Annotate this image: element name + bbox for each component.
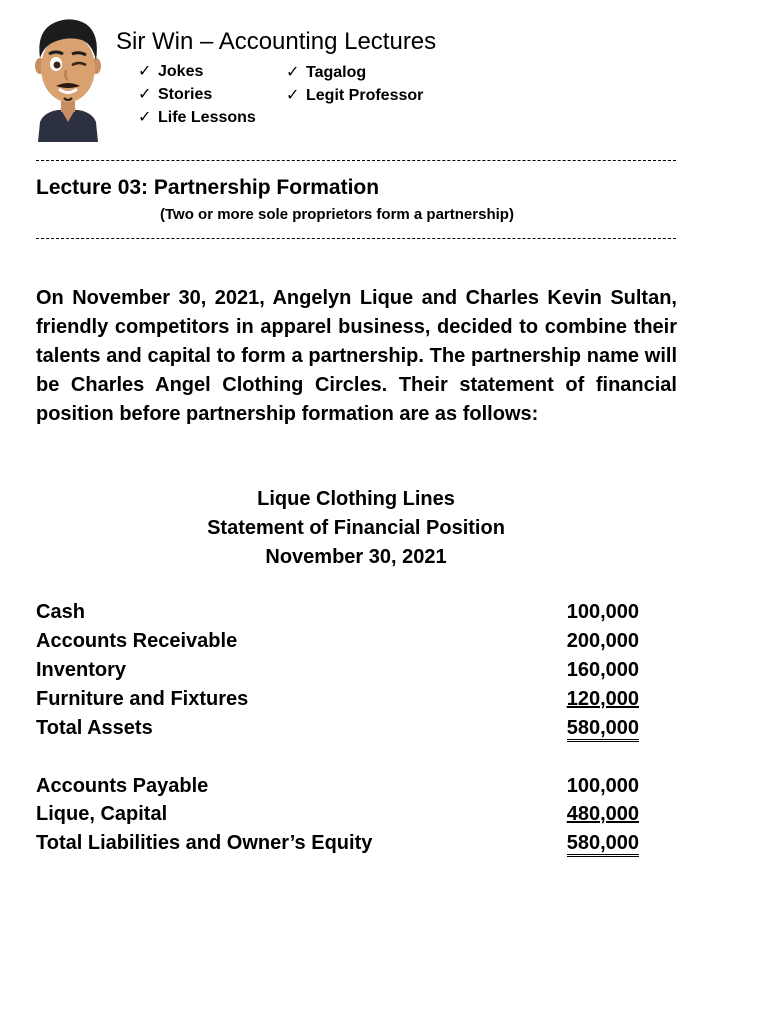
checkmark-icon: ✓ bbox=[286, 87, 300, 104]
row-amount: 100,000 bbox=[566, 775, 639, 797]
row-label: Furniture and Fixtures bbox=[36, 688, 249, 710]
statement-row bbox=[36, 601, 639, 630]
statement-row bbox=[36, 659, 639, 688]
row-label: Inventory bbox=[36, 659, 127, 681]
statement-date: November 30, 2021 bbox=[265, 546, 447, 568]
row-amount: 480,000 bbox=[566, 803, 639, 825]
divider bbox=[36, 238, 676, 239]
row-amount: 200,000 bbox=[566, 630, 639, 652]
header bbox=[34, 14, 684, 144]
problem-statement: On November 30, 2021, Angelyn Lique and Charles Kevin Sultan, friendly competitors in apparel business, decided to combine their talents and capital to form a partnership. The partnership name will be Charles Angel Clothing Circles. Their statement of financial position before partnership formation are as follows: bbox=[36, 287, 677, 425]
divider bbox=[36, 160, 676, 161]
statement-heading bbox=[36, 485, 676, 572]
feature-item: ✓ Tagalog bbox=[286, 61, 423, 84]
statement-row bbox=[36, 630, 639, 659]
feature-item: ✓ Jokes bbox=[138, 60, 256, 83]
statement-row bbox=[36, 775, 639, 804]
row-amount: 120,000 bbox=[566, 688, 639, 710]
lecture-title: Lecture 03: Partnership Formation bbox=[36, 176, 380, 199]
row-label: Total Liabilities and Owner’s Equity bbox=[36, 832, 373, 854]
feature-item: ✓ Stories bbox=[138, 83, 256, 106]
row-label: Accounts Payable bbox=[36, 775, 209, 797]
checkmark-icon: ✓ bbox=[138, 109, 152, 126]
total-amount: 580,000 bbox=[567, 717, 639, 742]
row-label: Cash bbox=[36, 601, 85, 623]
total-liabilities-equity-row bbox=[36, 832, 639, 861]
row-label: Lique, Capital bbox=[36, 803, 168, 825]
feature-item: ✓ Legit Professor bbox=[286, 84, 423, 107]
total-amount: 580,000 bbox=[567, 832, 639, 857]
lecture-subtitle: (Two or more sole proprietors form a partnership) bbox=[160, 206, 514, 223]
total-assets-row bbox=[36, 717, 639, 746]
checkmark-icon: ✓ bbox=[138, 63, 152, 80]
company-name: Lique Clothing Lines bbox=[257, 488, 455, 510]
row-label: Total Assets bbox=[36, 717, 153, 739]
site-title: Sir Win – Accounting Lectures bbox=[116, 28, 437, 55]
row-amount: 100,000 bbox=[566, 601, 639, 623]
checkmark-icon: ✓ bbox=[138, 86, 152, 103]
statement-row bbox=[36, 688, 639, 717]
feature-item: ✓ Life Lessons bbox=[138, 106, 256, 129]
statement-title: Statement of Financial Position bbox=[207, 517, 505, 539]
avatar bbox=[34, 14, 102, 142]
statement-row bbox=[36, 803, 639, 832]
feature-list-left bbox=[138, 60, 256, 129]
row-amount: 160,000 bbox=[566, 659, 639, 681]
feature-list-right bbox=[286, 61, 423, 107]
checkmark-icon: ✓ bbox=[286, 64, 300, 81]
row-label: Accounts Receivable bbox=[36, 630, 238, 652]
